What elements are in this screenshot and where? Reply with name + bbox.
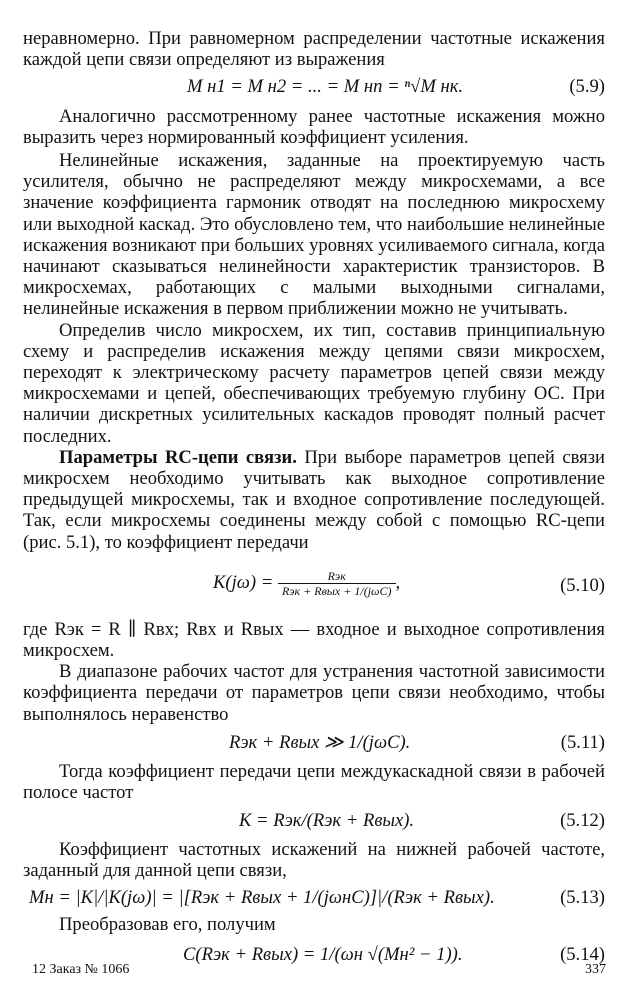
equation-lhs: K(jω) = xyxy=(213,571,274,593)
paragraph-1: неравномерно. При равномерном распределении частотные искажения каждой цепи связи определяют из выражения xyxy=(23,28,605,71)
equation-number: (5.14) xyxy=(560,943,605,965)
equation-expr: M н1 = M н2 = ... = M нn = ⁿ√M нк. xyxy=(187,76,464,97)
equation-number: (5.13) xyxy=(560,886,605,908)
paragraph-5-text: При выборе параметров цепей связи микросхем необходимо учитывать как выходное сопротивление предыдущей микросхемы, так и входное сопротивление последующей. Так, если микросхемы соединены между собой с помощью RC-цепи (рис. 5.1), то коэффициент передачи xyxy=(23,446,605,553)
equation-number: (5.9) xyxy=(569,76,605,97)
paragraph-7: В диапазоне рабочих частот для устранения частотной зависимости коэффициента передачи от параметров цепи связи необходимо, чтобы выполнялось неравенство xyxy=(23,661,605,725)
equation-5-12 xyxy=(23,803,605,839)
equation-5-10 xyxy=(23,553,605,619)
section-heading: Параметры RC-цепи связи. xyxy=(59,446,297,468)
equation-5-9 xyxy=(23,72,605,106)
equation-5-11 xyxy=(23,725,605,761)
equation-5-13 xyxy=(23,882,605,914)
equation-expr: K = Rэк/(Rэк + Rвых). xyxy=(239,810,415,832)
fraction-denominator: Rэк + Rвых + 1/(jωC) xyxy=(278,583,396,598)
equation-expr: C(Rэк + Rвых) = 1/(ωн √(Mн² − 1)). xyxy=(183,943,463,965)
paragraph-5 xyxy=(23,447,605,553)
paragraph-9: Коэффициент частотных искажений на нижней рабочей частоте, заданный для данной цепи связи, xyxy=(23,839,605,882)
paragraph-10: Преобразовав его, получим xyxy=(59,913,276,935)
paragraph-6: где Rэк = R ∥ Rвх; Rвх и Rвых — входное и выходное сопротивления микросхем. xyxy=(23,618,605,662)
print-order-note: 12 Заказ № 1066 xyxy=(32,962,130,977)
equation-number: (5.11) xyxy=(560,731,605,753)
paragraph-8: Тогда коэффициент передачи цепи междукаскадной связи в рабочей полосе частот xyxy=(23,760,605,804)
paragraph-4: Определив число микросхем, их тип, составив принципиальную схему и распределив искажения между цепями связи микросхем, переходят к электрическому расчету параметров цепей связи между микросхемами и цепей, обеспечивающих требуемую глубину ОС. При наличии дискретных усилительных каскадов проводят полный расчет последних. xyxy=(23,319,605,447)
page-body xyxy=(23,28,605,975)
paragraph-3: Нелинейные искажения, заданные на проектируемую часть усилителя, обычно не распределяют между микросхемами, а все значение коэффициента гармоник отводят на последнюю микросхему или выходной каскад. Это обусловлено тем, что наибольшие нелинейные искажения возникают при больших уровнях усиливаемого сигнала, когда начинают сказываться нелинейности характеристик транзисторов. В микросхемах, работающих с малыми выходными сигналами, нелинейные искажения в первом приближении можно не учитывать. xyxy=(23,150,605,320)
paragraph-2: Аналогично рассмотренному ранее частотные искажения можно выразить через нормированный коэффициент усиления. xyxy=(23,106,605,149)
equation-number: (5.12) xyxy=(560,810,605,832)
equation-expr: Mн = |K|/|K(jω)| = |[Rэк + Rвых + 1/(jωнC)]|/(Rэк + Rвых). xyxy=(29,886,495,908)
page-number: 337 xyxy=(585,962,606,977)
fraction-numerator: Rэк xyxy=(327,568,346,583)
equation-expr: Rэк + Rвых ≫ 1/(jωC). xyxy=(229,731,411,753)
equation-tail: , xyxy=(395,571,401,593)
equation-number: (5.10) xyxy=(560,574,605,596)
fraction xyxy=(278,569,396,598)
